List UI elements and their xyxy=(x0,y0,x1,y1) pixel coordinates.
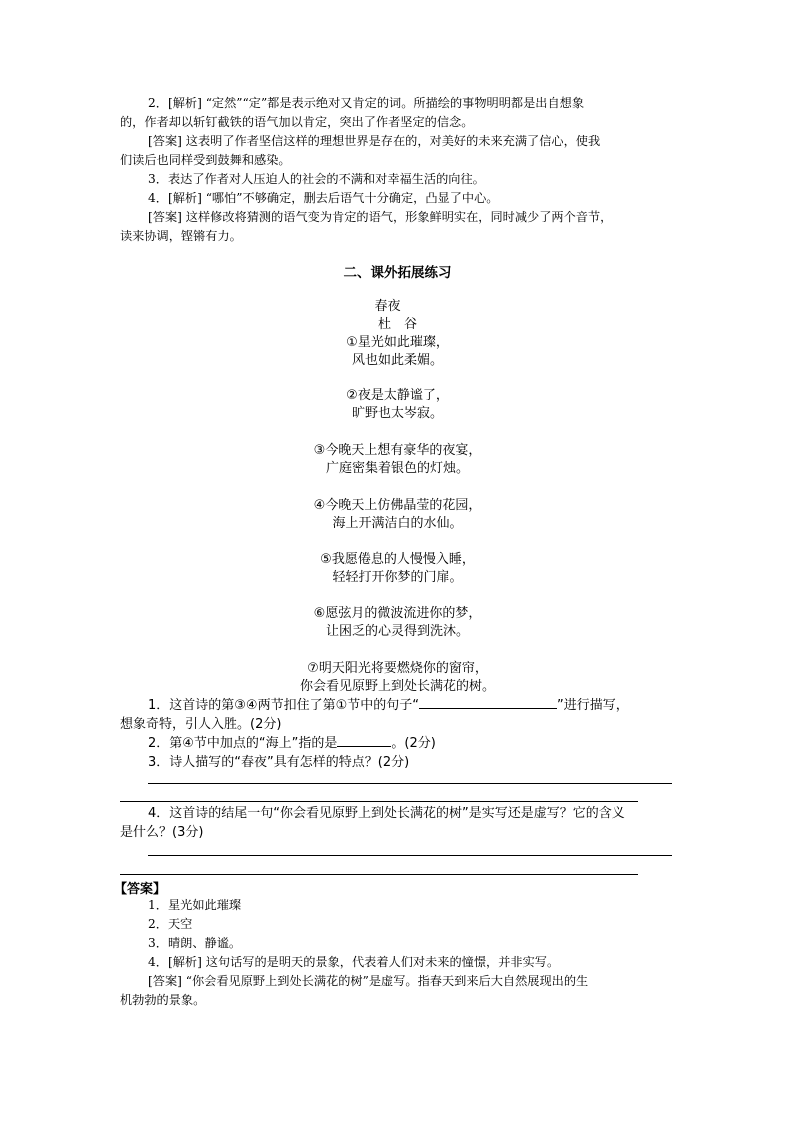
question-4-answer-line-2[interactable] xyxy=(120,874,638,875)
poem-stanza-5-line-1: ⑤我愿倦息的人慢慢入睡， xyxy=(320,552,475,567)
answer-2-line-1: [答案] 这表明了作者坚信这样的理想世界是存在的，对美好的未来充满了信心，使我 xyxy=(148,134,601,148)
answer-4-line-1: [答案] 这样修改将猜测的语气变为肯定的语气，形象鲜明实在，同时减少了两个音节， xyxy=(148,210,613,224)
poem-stanza-4-line-2: 海上开满洁白的水仙。 xyxy=(332,516,463,531)
question-3-answer-line-1[interactable] xyxy=(148,783,672,784)
question-2-text-a: 2．第④节中加点的“海上”指的是 xyxy=(148,736,338,751)
question-2-blank[interactable] xyxy=(337,734,391,747)
question-4-line-1: 4．这首诗的结尾一句“你会看见原野上到处长满花的树”是实写还是虚写？它的含义 xyxy=(148,806,625,821)
analysis-2-line-1: 2．[解析] “定然”“定”都是表示绝对又肯定的词。所描绘的事物明明都是出自想象 xyxy=(148,96,585,110)
analysis-4: 4．[解析] “哪怕”不够确定，删去后语气十分确定，凸显了中心。 xyxy=(148,191,499,205)
question-1-blank[interactable] xyxy=(419,696,557,709)
poem-stanza-7-line-2: 你会看见原野上到处长满花的树。 xyxy=(299,679,495,694)
poem-stanza-1-line-2: 风也如此柔媚。 xyxy=(351,353,443,368)
poem-stanza-7-line-1: ⑦明天阳光将要燃烧你的窗帘， xyxy=(307,661,488,676)
poem-stanza-4-line-1: ④今晚天上仿佛晶莹的花园， xyxy=(313,498,482,513)
question-3: 3．诗人描写的“春夜”具有怎样的特点？(2分) xyxy=(148,755,410,770)
answer-4-line-2: 读来协调，铿锵有力。 xyxy=(120,229,242,243)
answer-key-2: 2．天空 xyxy=(148,917,193,931)
poem-stanza-5-line-2: 轻轻打开你梦的门扉。 xyxy=(332,570,463,585)
poem-stanza-2-line-1: ②夜是太静谧了， xyxy=(346,388,449,403)
answer-2-line-2: 们读后也同样受到鼓舞和感染。 xyxy=(120,153,291,167)
question-2-text-b: 。(2分) xyxy=(391,736,436,751)
answer-key-4-analysis: 4．[解析] 这句话写的是明天的景象，代表着人们对未来的憧憬，并非实写。 xyxy=(148,955,560,969)
question-4-answer-line-1[interactable] xyxy=(148,855,672,856)
question-1-text-b: ”进行描写， xyxy=(556,698,629,713)
question-3-answer-line-2[interactable] xyxy=(120,801,638,802)
answer-key-4-line-1: [答案] “你会看见原野上到处长满花的树”是虚写。指春天到来后大自然展现出的生 xyxy=(148,974,589,988)
answer-key-1: 1．星光如此璀璨 xyxy=(148,898,242,912)
poem-stanza-6-line-1: ⑥愿弦月的微波流进你的梦， xyxy=(313,606,482,621)
poem-stanza-2-line-2: 旷野也太岑寂。 xyxy=(351,406,443,421)
poem-stanza-6-line-2: 让困乏的心灵得到洗沐。 xyxy=(325,624,469,639)
analysis-2-line-2: 的，作者却以斩钉截铁的语气加以肯定，突出了作者坚定的信念。 xyxy=(120,115,474,129)
question-2 xyxy=(148,734,436,753)
section-title: 二、课外拓展练习 xyxy=(343,265,452,281)
answer-key-4-line-2: 机勃勃的景象。 xyxy=(120,993,206,1007)
question-1-line-1 xyxy=(148,696,629,715)
question-1-line-2: 想象奇特，引人入胜。(2分) xyxy=(120,717,282,732)
poem-stanza-3-line-2: 广庭密集着银色的灯烛。 xyxy=(325,461,469,476)
question-4-line-2: 是什么？(3分) xyxy=(120,825,204,840)
answers-title: 【答案】 xyxy=(114,882,167,897)
answer-key-3: 3．晴朗、静谧。 xyxy=(148,936,242,950)
poem-stanza-3-line-1: ③今晚天上想有豪华的夜宴， xyxy=(313,443,482,458)
poem-title: 春夜 xyxy=(374,299,401,314)
poem-stanza-1-line-1: ①星光如此璀璨， xyxy=(346,335,449,350)
answer-3: 3．表达了作者对人压迫人的社会的不满和对幸福生活的向往。 xyxy=(148,172,485,186)
question-1-text-a: 1．这首诗的第③④两节扣住了第①节中的句子“ xyxy=(148,698,419,713)
poem-author: 杜 谷 xyxy=(377,317,417,332)
